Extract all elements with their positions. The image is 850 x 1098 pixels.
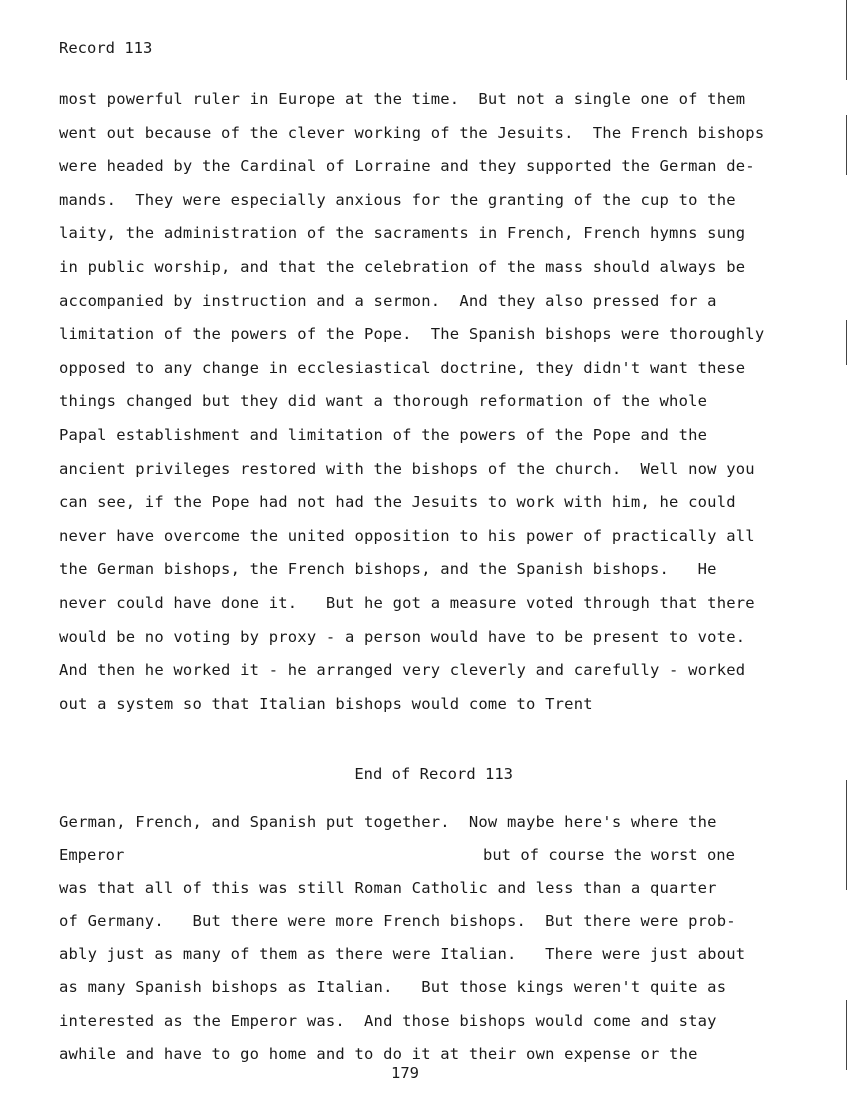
record-header: Record 113: [59, 39, 153, 57]
text-line: Papal establishment and limitation of the powers of the Pope and the: [59, 425, 708, 444]
text-block-continuation: [59, 812, 819, 1077]
text-line: never could have done it. But he got a measure voted through that there: [59, 593, 755, 612]
text-line: accompanied by instruction and a sermon. And they also pressed for a: [59, 291, 717, 310]
text-line: would be no voting by proxy - a person would have to be present to vote.: [59, 627, 746, 646]
text-line: the German bishops, the French bishops, and the Spanish bishops. He: [59, 560, 717, 579]
text-line: awhile and have to go home and to do it at their own expense or the: [59, 1044, 698, 1063]
text-line: interested as the Emperor was. And those bishops would come and stay: [59, 1011, 717, 1030]
page-number-text: 179: [391, 1064, 419, 1082]
text-line: mands. They were especially anxious for the granting of the cup to the: [59, 190, 736, 209]
text-line: was that all of this was still Roman Catholic and less than a quarter: [59, 879, 717, 898]
text-line: as many Spanish bishops as Italian. But those kings weren't quite as: [59, 978, 727, 997]
scan-edge-mark: [846, 320, 847, 365]
text-line-with-gap: [59, 845, 819, 878]
text-line: laity, the administration of the sacraments in French, French hymns sung: [59, 224, 746, 243]
text-line: out a system so that Italian bishops would come to Trent: [59, 694, 593, 713]
text-line: most powerful ruler in Europe at the time. But not a single one of them: [59, 90, 746, 108]
text-line: opposed to any change in ecclesiastical doctrine, they didn't want these: [59, 358, 746, 377]
text-line: ancient privileges restored with the bishops of the church. Well now you: [59, 459, 755, 478]
scan-edge-mark: [846, 1000, 847, 1070]
end-record-marker: [0, 744, 850, 804]
text-line: limitation of the powers of the Pope. The Spanish bishops were thoroughly: [59, 325, 765, 344]
scan-edge-mark: [846, 0, 847, 80]
text-line: of Germany. But there were more French bishops. But there were prob-: [59, 912, 736, 931]
text-line: things changed but they did want a thorough reformation of the whole: [59, 392, 708, 411]
text-line: And then he worked it - he arranged very cleverly and carefully - worked: [59, 661, 746, 680]
scan-edge-mark: [846, 115, 847, 175]
text-line: went out because of the clever working of the Jesuits. The French bishops: [59, 123, 765, 142]
text-line: German, French, and Spanish put together. Now maybe here's where the: [59, 813, 717, 831]
text-line: were headed by the Cardinal of Lorraine and they supported the German de-: [59, 157, 755, 176]
text-block-main: [59, 89, 819, 727]
text-fragment-left: Emperor: [59, 846, 125, 865]
text-line: never have overcome the united opposition to his power of practically all: [59, 526, 755, 545]
scan-edge-mark: [846, 780, 847, 890]
text-line: can see, if the Pope had not had the Jesuits to work with him, he could: [59, 493, 736, 512]
end-record-text: End of Record 113: [354, 765, 513, 783]
text-fragment-right: but of course the worst one: [483, 846, 735, 865]
page-number: [0, 1063, 850, 1083]
text-line: in public worship, and that the celebration of the mass should always be: [59, 257, 746, 276]
text-line: ably just as many of them as there were Italian. There were just about: [59, 945, 746, 964]
